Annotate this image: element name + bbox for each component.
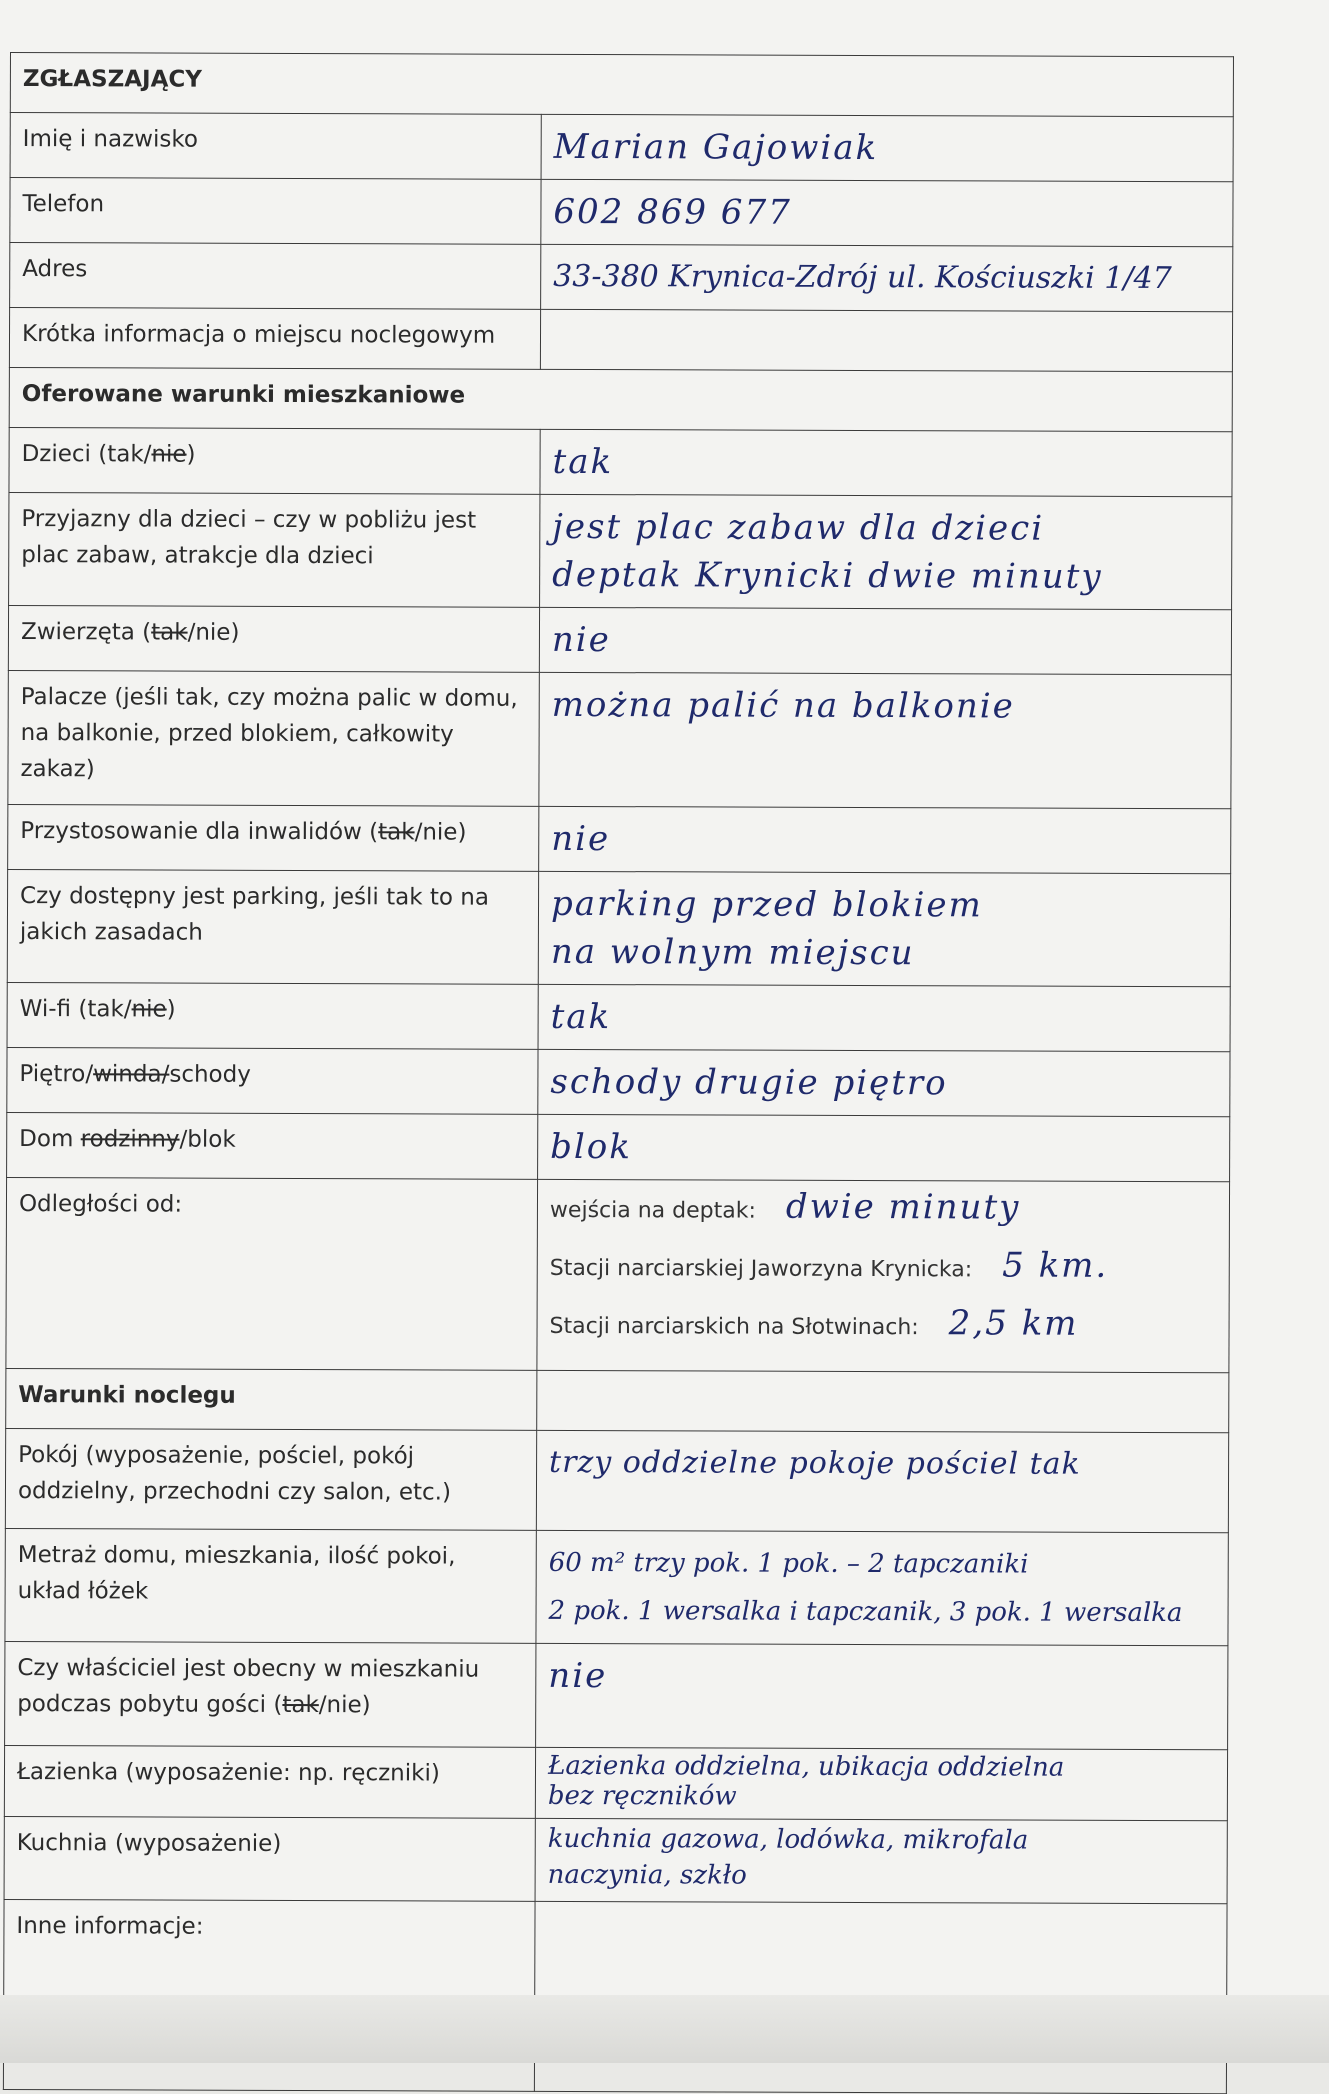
area-field[interactable] <box>536 1530 1228 1645</box>
distance-label: Stacji narciarskiej Jaworzyna Krynicka: <box>549 1255 973 1283</box>
header-title: ZGŁASZAJĄCY <box>10 53 1233 117</box>
child-friendly-value-2: deptak Krynicki dwie minuty <box>552 554 1103 597</box>
wifi-field[interactable] <box>538 984 1230 1051</box>
room-label: Pokój (wyposażenie, pościel, pokój oddzielny, przechodni czy salon, etc.) <box>5 1428 536 1530</box>
smokers-value: można palić na balkonie <box>551 684 1015 727</box>
distance-value: dwie minuty <box>785 1186 1021 1228</box>
name-field[interactable] <box>541 114 1233 181</box>
address-value: 33-380 Krynica-Zdrój ul. Kościuszki 1/47 <box>553 258 1172 297</box>
owner-field[interactable] <box>536 1643 1228 1749</box>
stay-section-empty <box>537 1370 1229 1432</box>
child-friendly-value-1: jest plac zabaw dla dzieci <box>552 506 1045 549</box>
animals-label: Zwierzęta (tak/nie) <box>8 605 539 672</box>
children-label: Dzieci (tak/nie) <box>9 427 540 494</box>
smokers-field[interactable] <box>539 672 1231 808</box>
children-value: tak <box>552 441 614 483</box>
page-bottom-shadow <box>0 1995 1329 2063</box>
area-value-2: 2 pok. 1 wersalka i tapczanik, 3 pok. 1 wersalka <box>548 1595 1183 1629</box>
animals-value: nie <box>551 619 611 661</box>
name-label: Imię i nazwisko <box>10 113 541 180</box>
registration-form <box>3 52 1234 2094</box>
area-label: Metraż domu, mieszkania, ilość pokoi, układ łóżek <box>5 1528 536 1643</box>
children-field[interactable] <box>540 429 1232 496</box>
bathroom-label: Łazienka (wyposażenie: np. ręczniki) <box>4 1745 535 1818</box>
bathroom-field[interactable] <box>535 1747 1227 1820</box>
distance-label: Stacji narciarskich na Słotwinach: <box>549 1313 919 1341</box>
short-info-field[interactable] <box>540 309 1232 371</box>
parking-label: Czy dostępny jest parking, jeśli tak to na jakich zasadach <box>7 869 538 984</box>
area-value-1: 60 m² trzy pok. 1 pok. – 2 tapczaniki <box>548 1547 1029 1580</box>
distances-field[interactable] <box>537 1179 1230 1372</box>
room-value: trzy oddzielne pokoje pościel tak <box>549 1444 1081 1482</box>
parking-field[interactable] <box>538 871 1230 986</box>
kitchen-value-2: naczynia, szkło <box>547 1859 747 1891</box>
animals-field[interactable] <box>539 607 1231 674</box>
other-label: Inne informacje: <box>3 1899 535 2091</box>
wifi-label: Wi-fi (tak/nie) <box>7 982 538 1049</box>
house-label: Dom rodzinny/blok <box>7 1112 538 1179</box>
room-field[interactable] <box>536 1430 1228 1532</box>
kitchen-field[interactable] <box>535 1818 1227 1903</box>
phone-label: Telefon <box>10 178 541 245</box>
disabled-field[interactable] <box>539 806 1231 873</box>
distances-label: Odległości od: <box>6 1177 538 1370</box>
floor-label: Piętro/winda/schody <box>7 1047 538 1114</box>
distance-row <box>549 1304 1216 1364</box>
distance-row <box>550 1246 1217 1306</box>
bathroom-value-2: bez ręczników <box>547 1780 737 1812</box>
address-label: Adres <box>10 243 541 310</box>
kitchen-label: Kuchnia (wyposażenie) <box>4 1816 535 1901</box>
house-field[interactable] <box>538 1114 1230 1181</box>
disabled-value: nie <box>551 818 611 860</box>
distance-row <box>550 1188 1217 1248</box>
wifi-value: tak <box>550 996 612 1038</box>
smokers-label: Palacze (jeśli tak, czy można palic w domu, na balkonie, przed blokiem, całkowity zakaz) <box>8 670 539 806</box>
parking-value-2: na wolnym miejscu <box>550 931 915 974</box>
kitchen-value-1: kuchnia gazowa, lodówka, mikrofala <box>547 1823 1029 1856</box>
child-friendly-label: Przyjazny dla dzieci – czy w pobliżu jest plac zabaw, atrakcje dla dzieci <box>9 492 540 607</box>
address-field[interactable] <box>541 244 1233 311</box>
parking-value-1: parking przed blokiem <box>550 883 983 926</box>
distance-value: 2,5 km <box>948 1303 1079 1344</box>
house-value: blok <box>550 1126 632 1168</box>
phone-field[interactable] <box>541 179 1233 246</box>
floor-field[interactable] <box>538 1049 1230 1116</box>
owner-value: nie <box>548 1655 608 1697</box>
disabled-label: Przystosowanie dla inwalidów (tak/nie) <box>8 804 539 871</box>
child-friendly-field[interactable] <box>540 494 1232 609</box>
short-info-label: Krótka informacja o miejscu noclegowym <box>9 308 540 370</box>
distance-value: 5 km. <box>1002 1245 1109 1286</box>
bathroom-value-1: Łazienka oddzielna, ubikacja oddzielna <box>547 1750 1065 1783</box>
phone-value: 602 869 677 <box>553 191 792 233</box>
floor-value: schody drugie piętro <box>550 1061 948 1104</box>
conditions-section-title: Oferowane warunki mieszkaniowe <box>9 367 1232 431</box>
stay-section-title: Warunki noclegu <box>6 1368 537 1430</box>
owner-label: Czy właściciel jest obecny w mieszkaniu podczas pobytu gości (tak/nie) <box>5 1641 536 1747</box>
distance-label: wejścia na deptak: <box>549 1197 756 1224</box>
name-value: Marian Gajowiak <box>553 126 879 169</box>
